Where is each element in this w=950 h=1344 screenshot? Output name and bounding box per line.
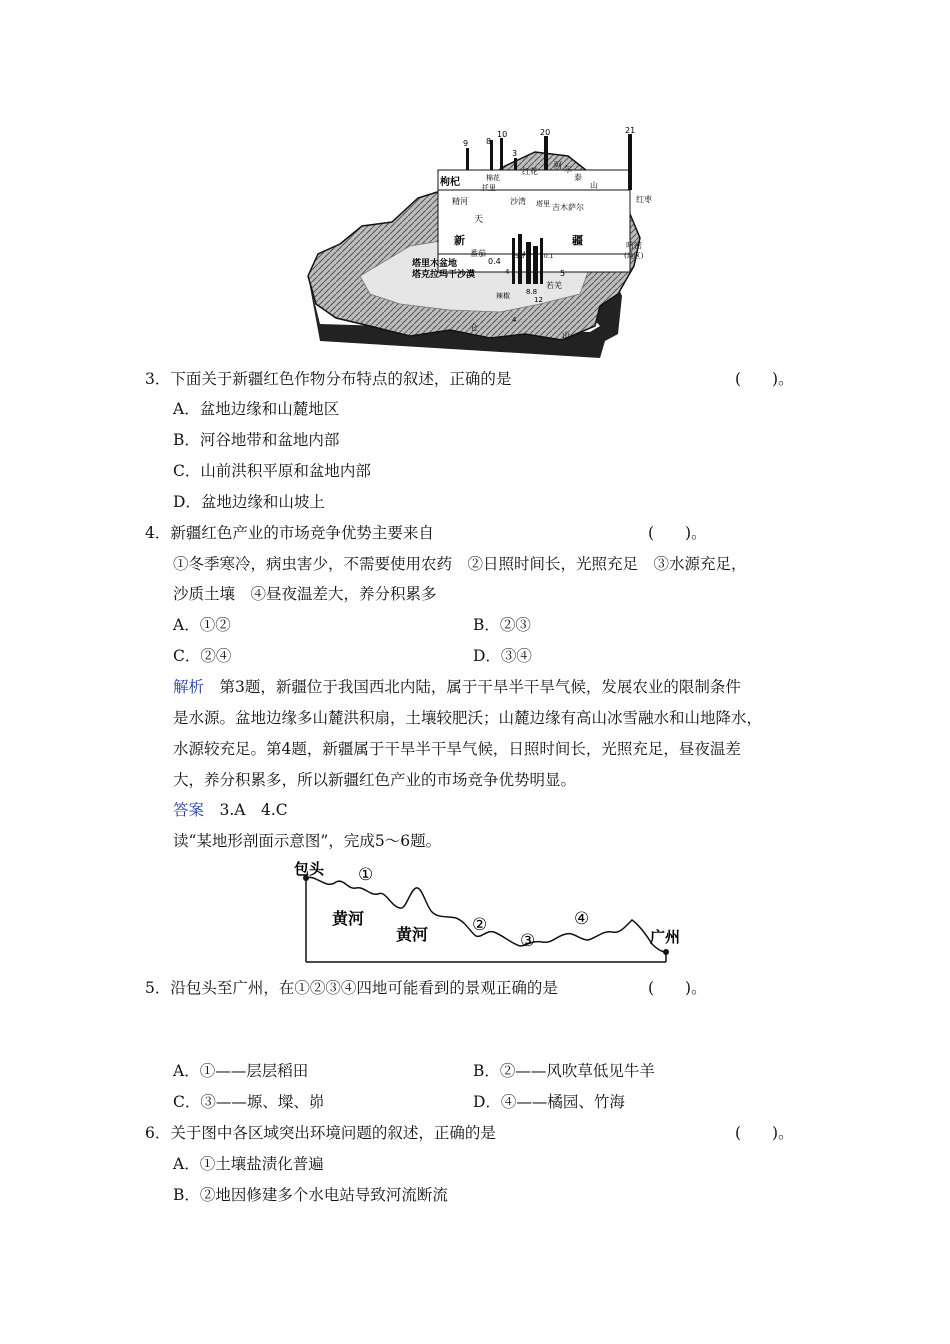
q6-stem: 6．关于图中各区域突出环境问题的叙述，正确的是 xyxy=(145,1124,496,1142)
analysis-line3: 水源较充足。第4题，新疆属于干旱半干旱气候，日照时间长，光照充足，昼夜温差 xyxy=(173,740,741,758)
map-label: 吉木萨尔 xyxy=(552,203,584,212)
map-label: 精河 xyxy=(452,197,468,206)
map-bar-number: 10.1 xyxy=(540,253,554,260)
q4-answer-blank: ( )。 xyxy=(648,524,707,542)
q6-option-b: B．②地因修建多个水电站导致河流断流 xyxy=(173,1186,448,1204)
map-bar xyxy=(628,134,632,190)
q6-answer-blank: ( )。 xyxy=(735,1124,794,1142)
answer-label: 答案 xyxy=(173,801,205,819)
map-label: 山 xyxy=(590,181,598,190)
xinjiang-crop-map xyxy=(300,126,670,360)
map-bar-number: 10 xyxy=(497,130,508,139)
map-label: 疆 xyxy=(572,234,583,247)
map-label: 托里 xyxy=(482,184,496,192)
analysis-line2: 是水源。盆地边缘多山麓洪积扇，土壤较肥沃；山麓边缘有高山冰雪融水和山地降水， xyxy=(173,709,763,727)
map-label: 塔里木盆地 xyxy=(412,259,458,269)
q5-answer-blank: ( )。 xyxy=(648,979,707,997)
q3-option-d: D．盆地边缘和山坡上 xyxy=(173,493,325,511)
map-label: 阿 xyxy=(554,161,562,170)
q3-stem: 3．下面关于新疆红色作物分布特点的叙述，正确的是 xyxy=(145,370,512,388)
map-label: 天 xyxy=(474,215,484,225)
map-bar-number: 5.3 xyxy=(515,253,525,260)
map-label: 辣椒 xyxy=(496,292,510,300)
q4-option-d: D．③④ xyxy=(473,647,532,665)
map-label: 塔里 xyxy=(536,200,550,208)
map-bar-number: 8 xyxy=(486,137,492,146)
q5-option-b: B．②——风吹草低见牛羊 xyxy=(473,1062,655,1080)
q3-option-b: B．河谷地带和盆地内部 xyxy=(173,431,340,449)
q4-option-a: A．①② xyxy=(173,616,231,634)
profile-label-baotou: 包头 xyxy=(294,860,325,878)
map-label: 哈密 xyxy=(626,241,642,250)
q3-option-c: C．山前洪积平原和盆地内部 xyxy=(173,462,371,480)
map-label: 枸杞 xyxy=(440,177,460,188)
profile-label-2: ② xyxy=(472,915,488,935)
map-bar-number: 0.4 xyxy=(488,257,501,266)
analysis-line4: 大，养分积累多，所以新疆红色产业的市场竞争优势明显。 xyxy=(173,771,577,789)
profile-label-1: ① xyxy=(358,865,374,885)
map-label: 新 xyxy=(454,234,465,247)
map-label: 山 xyxy=(562,331,570,340)
q3-answer-blank: ( )。 xyxy=(735,370,794,388)
map-bar xyxy=(526,242,531,284)
intro-5-6: 读“某地形剖面示意图”，完成5～6题。 xyxy=(173,832,442,850)
map-bar-number: 5 xyxy=(560,269,566,278)
q6-option-a: A．①土壤盐渍化普遍 xyxy=(173,1155,324,1173)
map-bar-number: 21 xyxy=(625,126,636,135)
q5-option-c: C．③——塬、墚、峁 xyxy=(173,1093,325,1111)
map-bar-number: 4 xyxy=(512,316,517,324)
q5-option-d: D．④——橘园、竹海 xyxy=(473,1093,625,1111)
profile-label-3: ③ xyxy=(520,931,536,951)
map-bar xyxy=(466,148,469,170)
map-bar xyxy=(514,158,517,170)
profile-label-yellow-river-2: 黄河 xyxy=(396,925,429,944)
map-label: 红枣 xyxy=(636,195,652,204)
map-bar xyxy=(500,138,503,170)
map-bar-number: 20 xyxy=(540,128,551,137)
map-bar-number: 4.4 xyxy=(522,251,532,258)
map-bar-number: 9 xyxy=(463,139,469,148)
profile-label-guangzhou: 广州 xyxy=(650,928,681,946)
q4-option-b: B．②③ xyxy=(473,616,531,634)
q3-option-a: A．盆地边缘和山麓地区 xyxy=(173,400,340,418)
q5-stem: 5．沿包头至广州，在①②③④四地可能看到的景观正确的是 xyxy=(145,979,558,997)
map-label: (地区) xyxy=(624,252,644,260)
map-bar xyxy=(512,238,515,284)
map-label: 尔 xyxy=(564,165,572,174)
analysis-label: 解析 xyxy=(173,678,205,696)
map-label: 仑 xyxy=(470,323,478,332)
q4-statements-line2: 沙质土壤 ④昼夜温差大，养分积累多 xyxy=(173,585,437,603)
analysis-line1: 解析 第3题，新疆位于我国西北内陆，属于干旱半干旱气候，发展农业的限制条件 xyxy=(173,678,741,696)
q4-statements-line1: ①冬季寒冷，病虫害少，不需要使用农药 ②日照时间长，光照充足 ③水源充足， xyxy=(173,555,747,573)
q4-option-c: C．②④ xyxy=(173,647,232,665)
q4-stem: 4．新疆红色产业的市场竞争优势主要来自 xyxy=(145,524,434,542)
map-bar-number: 8.8 xyxy=(526,288,538,296)
terrain-profile-figure xyxy=(286,860,686,970)
map-label: 番茄 xyxy=(470,249,486,258)
map-label: 塔克拉玛干沙漠 xyxy=(412,270,476,280)
q5-option-a: A．①——层层稻田 xyxy=(173,1062,309,1080)
map-bar-number: 12 xyxy=(534,296,543,304)
map-bar-number: 3 xyxy=(512,149,518,158)
map-label: 棉花 xyxy=(486,174,500,182)
map-label: 若羌 xyxy=(546,281,562,290)
map-label: 泰 xyxy=(574,173,582,182)
map-bar-number: 4 xyxy=(505,268,510,276)
map-label: 红花 xyxy=(522,167,538,176)
profile-label-4: ④ xyxy=(574,909,590,929)
answer-line: 答案 3.A 4.C xyxy=(173,801,288,819)
map-bar xyxy=(533,246,538,284)
map-bar xyxy=(544,136,548,170)
map-bar xyxy=(540,238,543,284)
map-label: 沙湾 xyxy=(510,197,526,206)
profile-label-yellow-river-1: 黄河 xyxy=(332,909,365,928)
guangzhou-point xyxy=(663,949,669,955)
